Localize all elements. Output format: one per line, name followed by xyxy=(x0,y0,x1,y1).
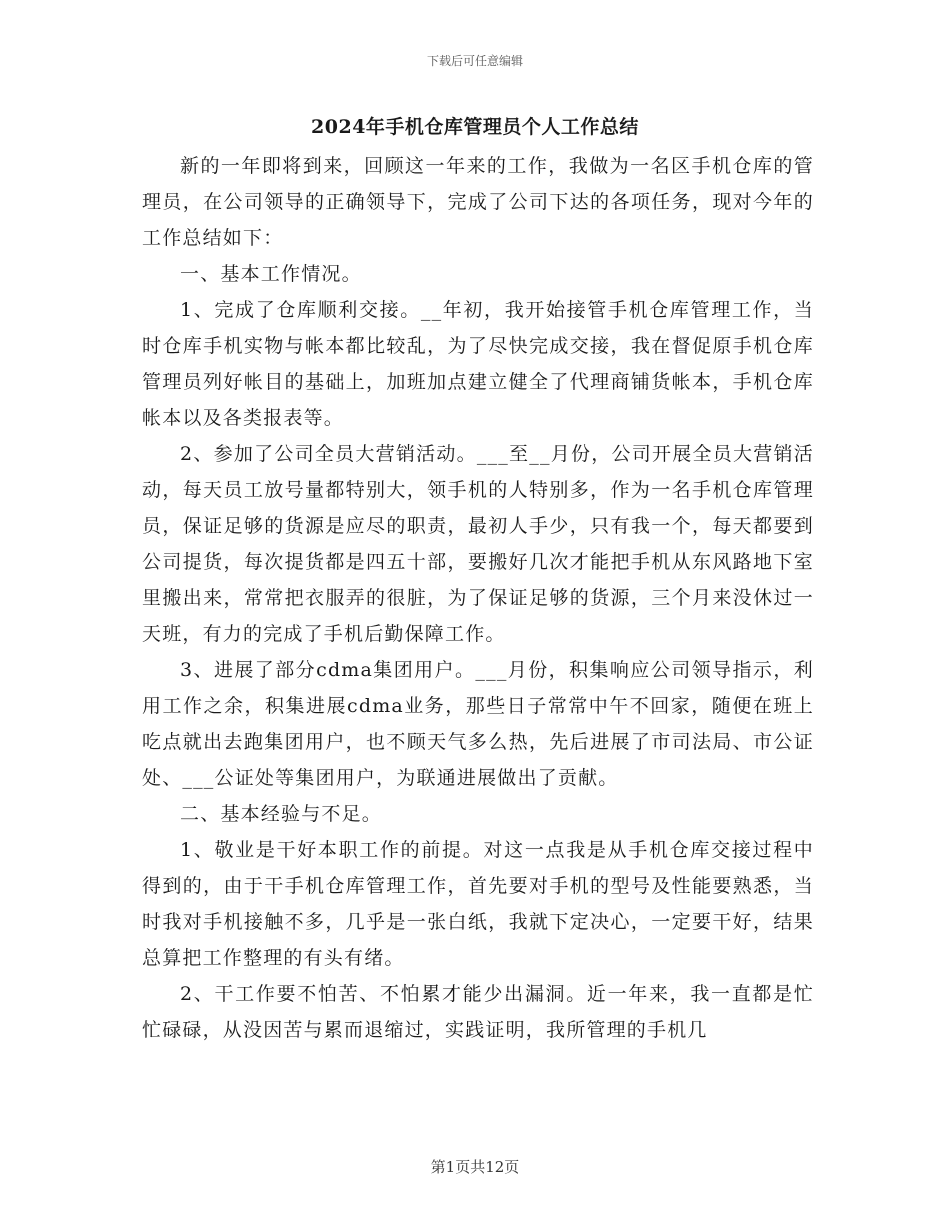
paragraph-item: 1、敬业是干好本职工作的前提。对这一点我是从手机仓库交接过程中得到的，由于干手机仓库管理工作，首先要对手机的型号及性能要熟悉，当时我对手机接触不多，几乎是一张白纸，我就下定决心，一定要干好，结果总算把工作整理的有头有绪。 xyxy=(142,839,814,969)
document-title: 2024年手机仓库管理员个人工作总结 xyxy=(311,116,639,138)
paragraph-item: 2、参加了公司全员大营销活动。___至__月份，公司开展全员大营销活动，每天员工放号量都特别大，领手机的人特别多，作为一名手机仓库管理员，保证足够的货源是应尽的职责，最初人手少，只有我一个，每天都要到公司提货，每次提货都是四五十部，要搬好几次才能把手机从东风路地下室里搬出来，常常把衣服弄的很脏，为了保证足够的货源，三个月来没休过一天班，有力的完成了手机后勤保障工作。 xyxy=(142,443,814,645)
paragraph-intro: 新的一年即将到来，回顾这一年来的工作，我做为一名区手机仓库的管理员，在公司领导的正确领导下，完成了公司下达的各项任务，现对今年的工作总结如下： xyxy=(142,155,814,249)
paragraph-item: 2、干工作要不怕苦、不怕累才能少出漏洞。近一年来，我一直都是忙忙碌碌，从没因苦与累而退缩过，实践证明，我所管理的手机几 xyxy=(142,983,814,1041)
section-heading-basic-work: 一、基本工作情况。 xyxy=(180,263,362,285)
page-number: 第1页共12页 xyxy=(430,1158,520,1176)
paragraph-item: 1、完成了仓库顺利交接。__年初，我开始接管手机仓库管理工作，当时仓库手机实物与帐本都比较乱，为了尽快完成交接，我在督促原手机仓库管理员列好帐目的基础上，加班加点建立健全了代理商铺货帐本，手机仓库帐本以及各类报表等。 xyxy=(142,299,814,429)
document-body xyxy=(142,148,814,1048)
section-heading-experience: 二、基本经验与不足。 xyxy=(180,803,383,825)
page-header-note: 下载后可任意编辑 xyxy=(426,54,523,68)
paragraph-item: 3、进展了部分cdma集团用户。___月份，积集响应公司领导指示，利用工作之余，积集进展cdma业务，那些日子常常中午不回家，随便在班上吃点就出去跑集团用户，也不顾天气多么热，先后进展了市司法局、市公证处、___公证处等集团用户，为联通进展做出了贡献。 xyxy=(142,659,814,789)
